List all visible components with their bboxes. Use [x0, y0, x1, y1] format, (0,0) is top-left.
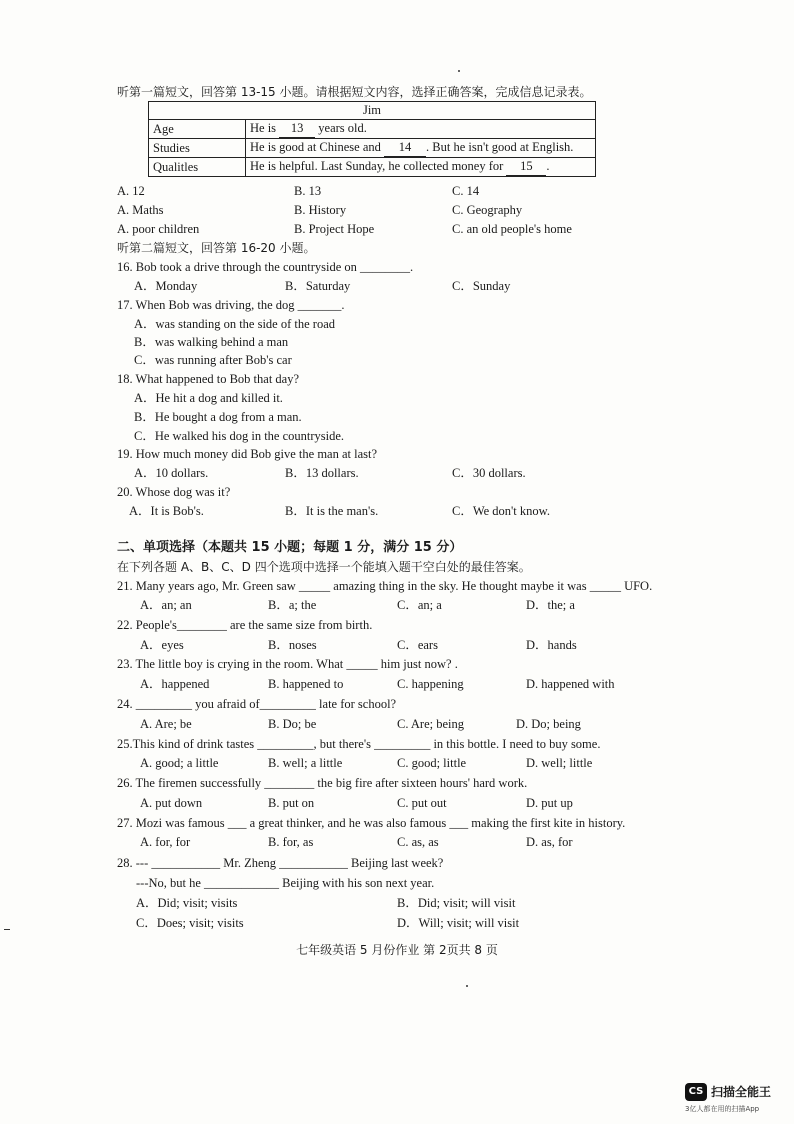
question-stem: 17. When Bob was driving, the dog _______.: [117, 298, 345, 312]
page-footer: 七年级英语 5 月份作业 第 2页共 8 页: [296, 943, 498, 957]
option-b: B．13 dollars.: [285, 466, 359, 480]
option-d: D. put up: [526, 796, 573, 810]
scan-speck: [458, 70, 460, 72]
option-a: A．It is Bob's.: [129, 504, 204, 518]
option-a: A. poor children: [117, 222, 200, 236]
option-c: C. an old people's home: [452, 222, 572, 236]
option-b: B. History: [294, 203, 347, 217]
question-stem: 27. Mozi was famous ___ a great thinker, and he was also famous ___ making the first kite in history.: [117, 816, 626, 830]
option-a: A．happened: [140, 677, 210, 691]
option-b: B．was walking behind a man: [134, 335, 289, 349]
table-key: Studies: [149, 139, 246, 158]
table-key: Qualitles: [149, 158, 246, 177]
question-stem: 22. People's________ are the same size from birth.: [117, 618, 373, 632]
option-d: D．Will; visit; will visit: [397, 916, 520, 930]
question-stem: 20. Whose dog was it?: [117, 485, 231, 499]
option-c: C．was running after Bob's car: [134, 353, 292, 367]
option-a: A．He hit a dog and killed it.: [134, 391, 283, 405]
option-b: B．noses: [268, 638, 317, 652]
option-b: B．a; the: [268, 598, 317, 612]
option-c: C．an; a: [397, 598, 442, 612]
option-b: B. Do; be: [268, 717, 317, 731]
option-b: B．Did; visit; will visit: [397, 896, 516, 910]
option-c: C．30 dollars.: [452, 466, 526, 480]
scan-mark: [4, 929, 10, 930]
option-c: C. Geography: [452, 203, 523, 217]
option-c: C．Sunday: [452, 279, 511, 293]
table-row: [149, 120, 596, 139]
option-a: A. for, for: [140, 835, 191, 849]
option-c: C．Does; visit; visits: [136, 916, 244, 930]
option-a: A. 12: [117, 184, 145, 198]
option-c: C．He walked his dog in the countryside.: [134, 429, 345, 443]
question-stem: 23. The little boy is crying in the room. What _____ him just now? .: [117, 657, 458, 671]
table-value: He is 13 years old.: [246, 120, 596, 139]
answer-blank: 13: [279, 120, 315, 138]
logo-subtitle: 3亿人都在用的扫描App: [685, 1105, 760, 1113]
option-c: C．We don't know.: [452, 504, 550, 518]
camscanner-icon: CS: [685, 1083, 707, 1101]
question-stem: 24. _________ you afraid of_________ late for school?: [117, 697, 397, 711]
option-b: B. for, as: [268, 835, 314, 849]
question-stem: 26. The firemen successfully ________ the big fire after sixteen hours' hard work.: [117, 776, 528, 790]
table-value: He is helpful. Last Sunday, he collected money for 15 .: [246, 158, 596, 177]
question-stem-reply: ---No, but he ____________ Beijing with his son next year.: [136, 876, 435, 890]
option-d: D. well; little: [526, 756, 593, 770]
option-a: A．Monday: [134, 279, 198, 293]
table-row: [149, 158, 596, 177]
option-c: C．ears: [397, 638, 438, 652]
logo-title: 扫描全能王: [711, 1085, 772, 1099]
question-stem: 25.This kind of drink tastes _________, but there's _________ in this bottle. I need to buy some.: [117, 737, 601, 751]
option-a: A．an; an: [140, 598, 192, 612]
option-c: C. put out: [397, 796, 447, 810]
option-d: D．the; a: [526, 598, 575, 612]
option-b: B. Project Hope: [294, 222, 375, 236]
option-b: B. well; a little: [268, 756, 343, 770]
option-a: A. put down: [140, 796, 203, 810]
option-b: B．It is the man's.: [285, 504, 379, 518]
question-stem: 19. How much money did Bob give the man at last?: [117, 447, 378, 461]
option-a: A. Maths: [117, 203, 164, 217]
option-c: C. Are; being: [397, 717, 465, 731]
option-a: A．10 dollars.: [134, 466, 209, 480]
option-a: A．was standing on the side of the road: [134, 317, 336, 331]
info-record-table: [148, 101, 596, 177]
option-d: D. as, for: [526, 835, 573, 849]
option-a: A. good; a little: [140, 756, 219, 770]
option-b: B. put on: [268, 796, 315, 810]
option-a: A. Are; be: [140, 717, 192, 731]
option-d: D. Do; being: [516, 717, 581, 731]
option-b: B. happened to: [268, 677, 344, 691]
table-header: Jim: [149, 102, 596, 120]
section2-instruction: 在下列各题 A、B、C、D 四个选项中选择一个能填入题干空白处的最佳答案。: [117, 560, 531, 574]
option-c: C. as, as: [397, 835, 439, 849]
option-d: D. happened with: [526, 677, 615, 691]
question-stem: 28. --- ___________ Mr. Zheng ___________ Beijing last week?: [117, 856, 444, 870]
question-stem: 21. Many years ago, Mr. Green saw _____ amazing thing in the sky. He thought maybe it was _____ UFO.: [117, 579, 653, 593]
option-b: B．He bought a dog from a man.: [134, 410, 302, 424]
section2-title: 二、单项选择（本题共 15 小题；每题 1 分，满分 15 分）: [117, 540, 463, 555]
table-key: Age: [149, 120, 246, 139]
answer-blank: 15: [506, 158, 546, 176]
option-a: A．Did; visit; visits: [136, 896, 238, 910]
question-stem: 18. What happened to Bob that day?: [117, 372, 300, 386]
answer-blank: 14: [384, 139, 426, 157]
scan-speck: [466, 985, 468, 987]
option-b: B．Saturday: [285, 279, 351, 293]
option-d: D．hands: [526, 638, 577, 652]
option-c: C. good; little: [397, 756, 467, 770]
listening-part1-instruction: 听第一篇短文，回答第 13-15 小题。请根据短文内容，选择正确答案，完成信息记录表。: [117, 85, 592, 99]
option-b: B. 13: [294, 184, 322, 198]
option-c: C. 14: [452, 184, 480, 198]
table-row: [149, 139, 596, 158]
question-stem: 16. Bob took a drive through the countryside on ________.: [117, 260, 414, 274]
table-value: He is good at Chinese and 14 . But he isn't good at English.: [246, 139, 596, 158]
option-c: C. happening: [397, 677, 464, 691]
option-a: A．eyes: [140, 638, 184, 652]
listening-part2-instruction: 听第二篇短文，回答第 16-20 小题。: [117, 241, 316, 255]
